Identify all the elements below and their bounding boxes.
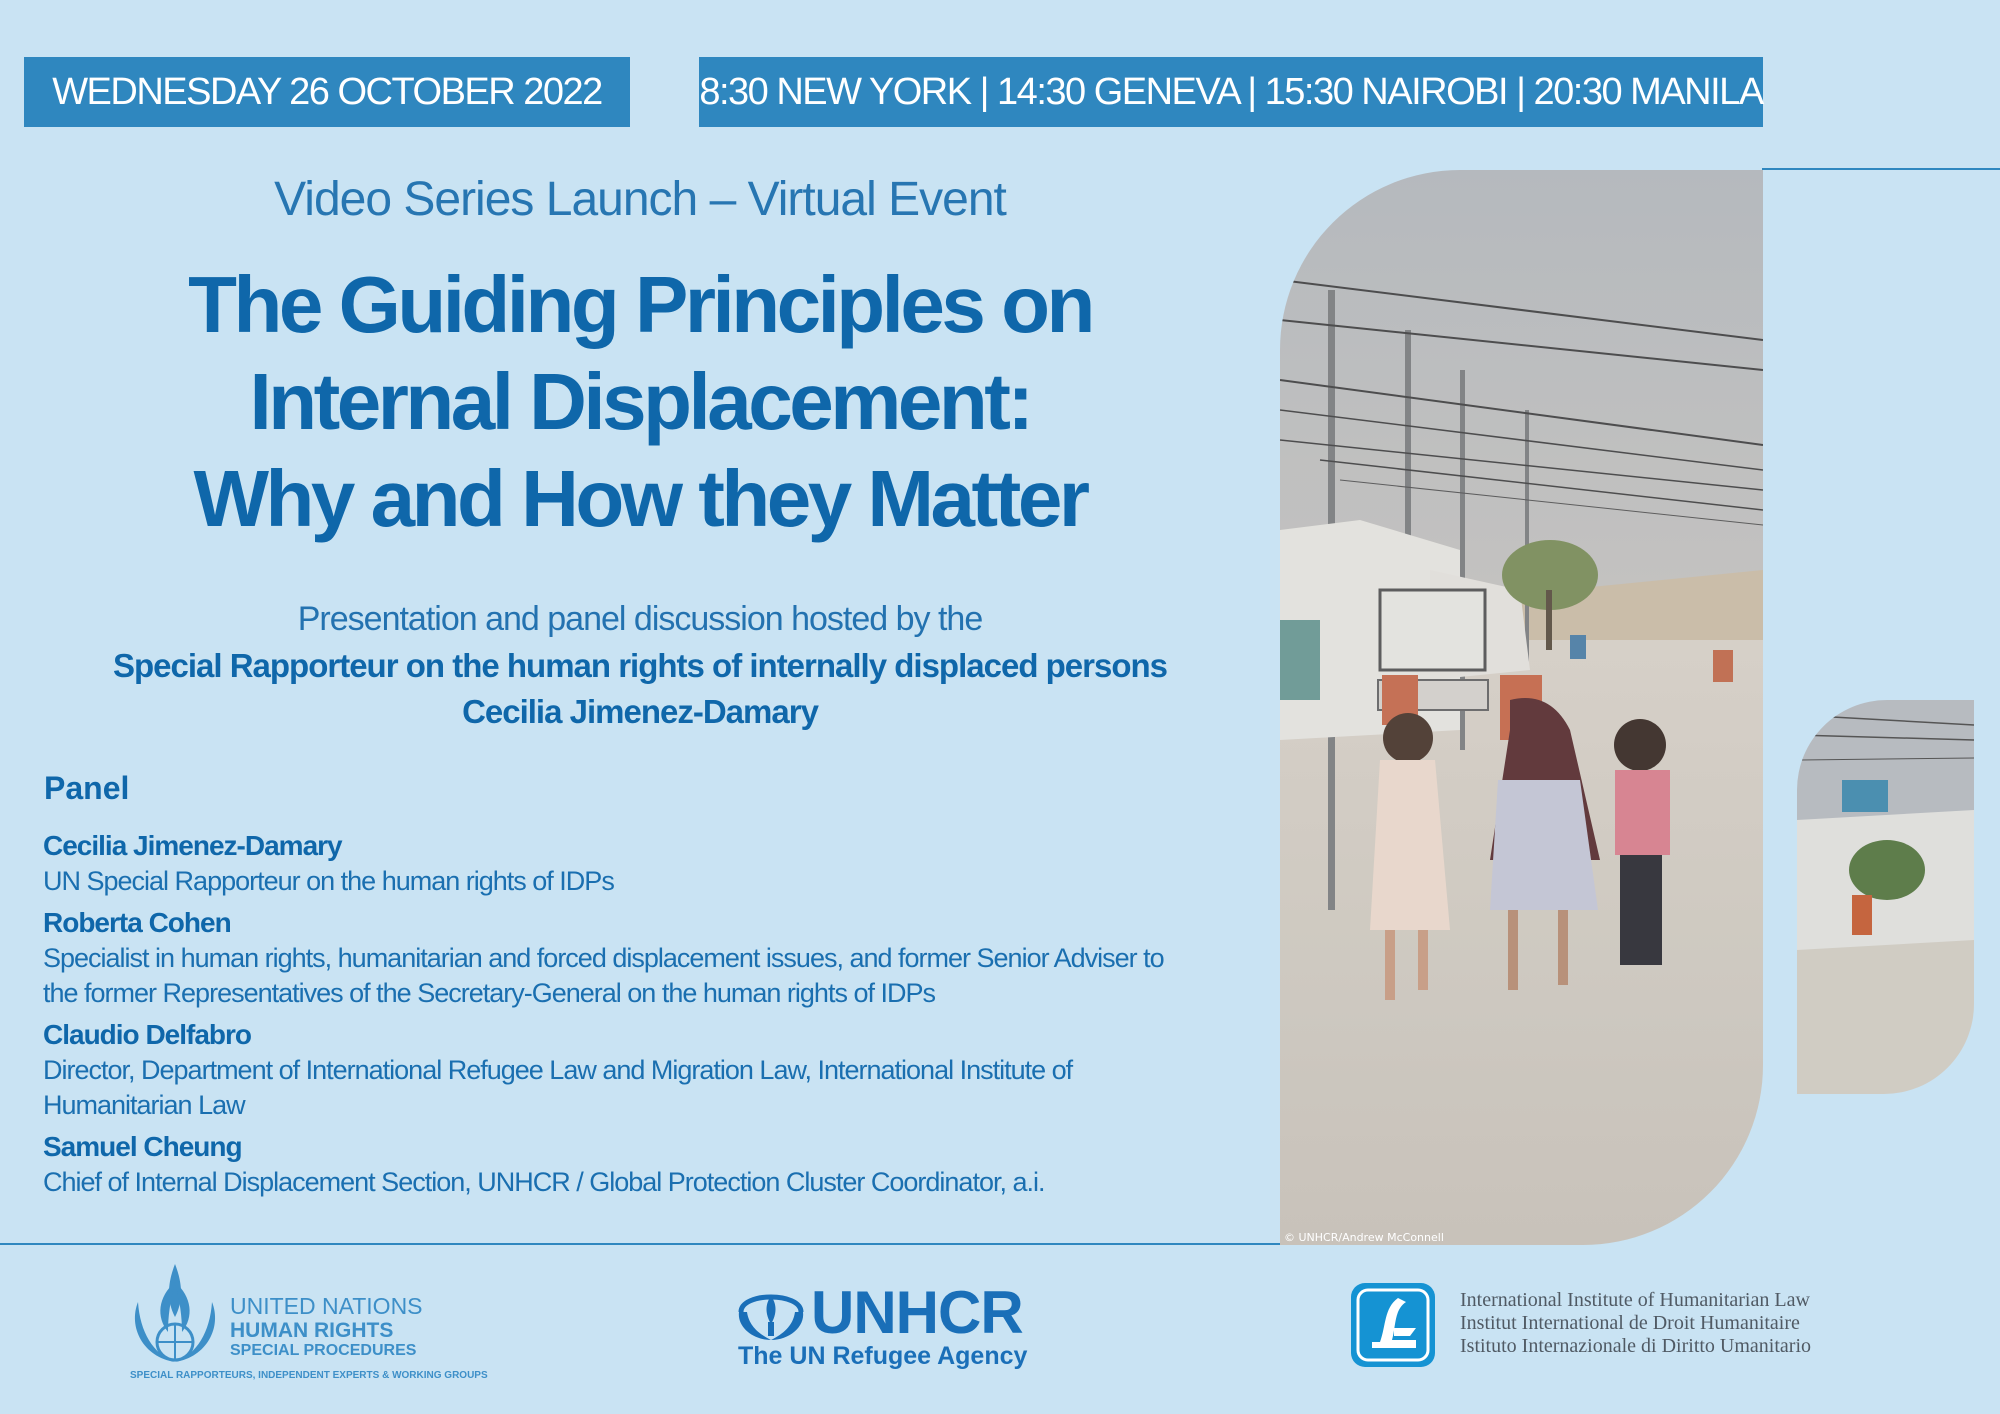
iihl-emblem-icon (1350, 1282, 1436, 1368)
panel-heading: Panel (44, 770, 130, 806)
iihl-line: Institut International de Droit Humanitaire (1460, 1312, 1800, 1334)
host-intro: Presentation and panel discussion hosted by the (297, 600, 983, 638)
panel-list (43, 828, 1273, 1206)
date-banner (24, 57, 630, 127)
secondary-photo (1797, 700, 1974, 1094)
unhcr-logo (735, 1279, 1055, 1382)
event-title-line: Internal Displacement: (249, 357, 1031, 446)
divider-line (0, 1243, 1280, 1245)
event-subtitle: Video Series Launch – Virtual Event (274, 173, 1006, 226)
ohchr-logo (128, 1262, 488, 1392)
panelist-name: Roberta Cohen (43, 907, 231, 938)
panelist-role: Humanitarian Law (43, 1090, 245, 1120)
panelist-name: Claudio Delfabro (43, 1019, 252, 1050)
panelist-role: UN Special Rapporteur on the human rights of IDPs (43, 866, 614, 896)
ohchr-line: UNITED NATIONS (230, 1293, 423, 1319)
event-title-line: Why and How they Matter (193, 454, 1087, 543)
event-title-line: The Guiding Principles on (188, 260, 1092, 349)
iihl-line: Istituto Internazionale di Diritto Umanitario (1460, 1335, 1812, 1357)
ohchr-line: HUMAN RIGHTS (230, 1319, 394, 1342)
divider-line (1762, 168, 2000, 170)
panelist-name: Cecilia Jimenez-Damary (43, 830, 342, 861)
panelist (43, 905, 1273, 1011)
un-emblem-flame-icon (128, 1262, 223, 1372)
host-title: Special Rapporteur on the human rights of internally displaced persons (112, 647, 1168, 684)
unhcr-emblem-icon (735, 1282, 807, 1344)
children-walking-photo (1280, 170, 1763, 1245)
time-banner (699, 57, 1763, 127)
unhcr-wordmark: UNHCR (811, 1279, 1023, 1346)
ohchr-line: SPECIAL PROCEDURES (230, 1342, 417, 1359)
panelist-role: Director, Department of International Refugee Law and Migration Law, International Institute of (43, 1055, 1073, 1085)
camp-photo (1797, 700, 1974, 1094)
date-text: WEDNESDAY 26 OCTOBER 2022 (52, 70, 602, 113)
iihl-logo (1350, 1282, 1850, 1372)
panelist (43, 1017, 1273, 1123)
event-title (40, 256, 1240, 547)
unhcr-tagline: The UN Refugee Agency (738, 1342, 1028, 1370)
iihl-line: International Institute of Humanitarian Law (1460, 1289, 1810, 1311)
photo-credit: © UNHCR/Andrew McConnell (1284, 1231, 1444, 1244)
event-photo (1280, 170, 1763, 1245)
host-name: Cecilia Jimenez-Damary (462, 693, 818, 730)
ohchr-subline: SPECIAL RAPPORTEURS, INDEPENDENT EXPERTS & WORKING GROUPS (130, 1370, 488, 1381)
panelist-role: Chief of Internal Displacement Section, UNHCR / Global Protection Cluster Coordinator, a.i. (43, 1167, 1045, 1197)
panelist-role: the former Representatives of the Secretary-General on the human rights of IDPs (43, 978, 935, 1008)
panelist-name: Samuel Cheung (43, 1131, 242, 1162)
panelist (43, 1129, 1273, 1200)
panelist (43, 828, 1273, 899)
times-text: 8:30 NEW YORK | 14:30 GENEVA | 15:30 NAIROBI | 20:30 MANILA (699, 70, 1763, 113)
panelist-role: Specialist in human rights, humanitarian and forced displacement issues, and former Senior Adviser to (43, 943, 1164, 973)
